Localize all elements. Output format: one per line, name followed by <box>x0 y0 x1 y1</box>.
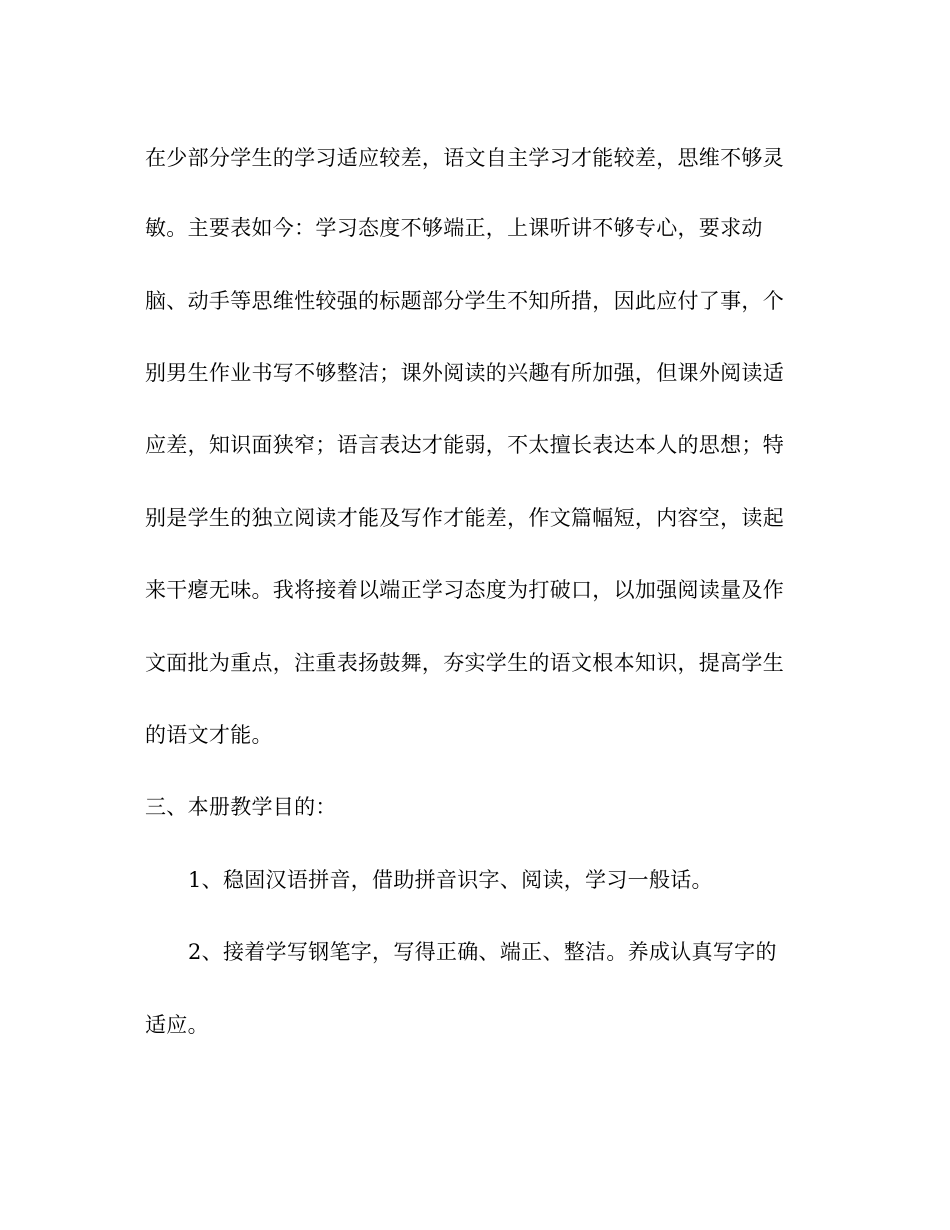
section-heading: 三、本册教学目的： <box>145 795 337 819</box>
paragraph-line: 别是学生的独立阅读才能及写作才能差，作文篇幅短，内容空，读起 <box>145 506 784 530</box>
paragraph-line: 的语文才能。 <box>145 723 273 747</box>
paragraph-line: 在少部分学生的学习适应较差，语文自主学习才能较差，思维不够灵 <box>145 146 784 170</box>
paragraph-line: 敏。主要表如今：学习态度不够端正，上课听讲不够专心，要求动 <box>145 216 763 240</box>
list-item: 2、接着学写钢笔字，写得正确、端正、整洁。养成认真写字的 <box>188 940 777 964</box>
paragraph-line: 应差，知识面狭窄；语言表达才能弱，不太擅长表达本人的思想；特 <box>145 433 784 457</box>
list-item: 1、稳固汉语拼音，借助拼音识字、阅读，学习一般话。 <box>188 868 713 892</box>
list-item-continuation: 适应。 <box>145 1013 209 1037</box>
paragraph-line: 文面批为重点，注重表扬鼓舞，夯实学生的语文根本知识，提高学生 <box>145 651 784 675</box>
paragraph-line: 别男生作业书写不够整洁；课外阅读的兴趣有所加强，但课外阅读适 <box>145 361 784 385</box>
paragraph-line: 来干瘪无味。我将接着以端正学习态度为打破口，以加强阅读量及作 <box>145 578 784 602</box>
paragraph-line: 脑、动手等思维性较强的标题部分学生不知所措，因此应付了事，个 <box>145 289 784 313</box>
